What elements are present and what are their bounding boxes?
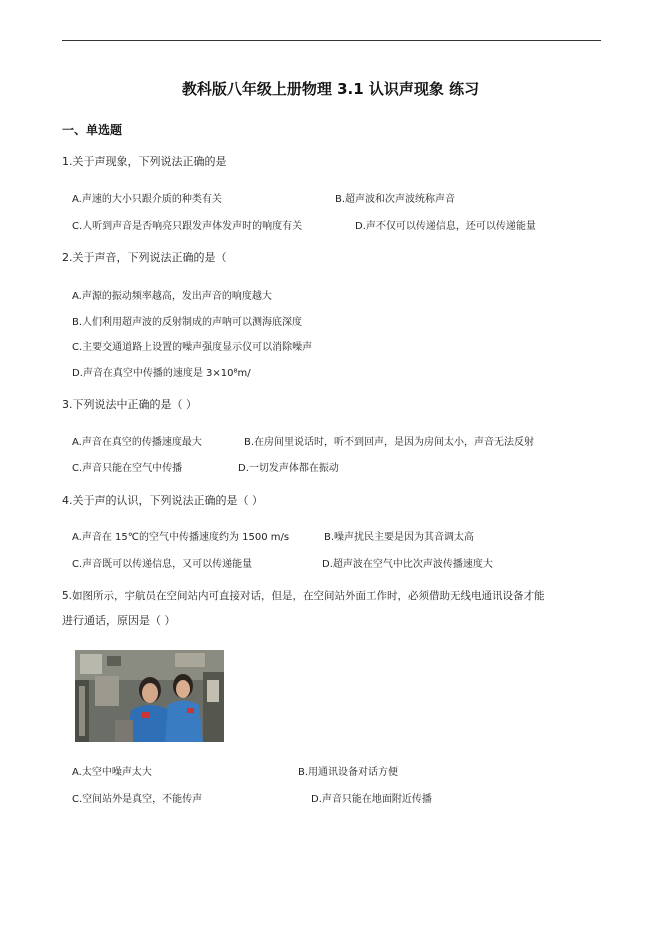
q5-option-c: C.空间站外是真空，不能传声 [72, 794, 203, 805]
q1-option-d: D.声不仅可以传递信息，还可以传递能量 [355, 221, 536, 232]
q4-option-d: D.超声波在空气中比次声波传播速度大 [322, 559, 493, 570]
question-4-stem: 4.关于声的认识，下列说法正确的是（ ） [62, 494, 263, 507]
section-heading: 一、单选题 [62, 123, 123, 137]
question-5-stem-line2: 进行通话，原因是（ ） [62, 614, 176, 627]
q5-option-a: A.太空中噪声太大 [72, 767, 152, 778]
q4-option-c: C.声音既可以传递信息，又可以传递能量 [72, 559, 253, 570]
q2-option-b: B.人们利用超声波的反射制成的声呐可以测海底深度 [72, 317, 303, 328]
q2-option-d: D.声音在真空中传播的速度是 3×10⁸m/ [72, 368, 251, 379]
q3-option-b: B.在房间里说话时，听不到回声，是因为房间太小，声音无法反射 [244, 437, 535, 448]
q4-option-a: A.声音在 15℃的空气中传播速度约为 1500 m/s [72, 532, 290, 543]
q5-option-d: D.声音只能在地面附近传播 [311, 794, 432, 805]
q5-option-b: B.用通讯设备对话方便 [298, 767, 399, 778]
q2-option-a: A.声源的振动频率越高，发出声音的响度越大 [72, 291, 272, 302]
q3-option-c: C.声音只能在空气中传播 [72, 463, 183, 474]
astronauts-photo [75, 650, 224, 742]
header-rule [62, 40, 601, 41]
q1-option-c: C.人听到声音是否响亮只跟发声体发声时的响度有关 [72, 221, 303, 232]
q1-option-a: A.声速的大小只跟介质的种类有关 [72, 194, 222, 205]
document-title: 教科版八年级上册物理 3.1 认识声现象 练习 [181, 80, 480, 98]
question-5-stem-line1: 5.如图所示，宇航员在空间站内可直接对话，但是，在空间站外面工作时，必须借助无线电通讯设备才能 [62, 590, 545, 602]
question-3-stem: 3.下列说法中正确的是（ ） [62, 398, 197, 411]
question-2-stem: 2.关于声音，下列说法正确的是（ [62, 251, 227, 264]
q2-option-c: C.主要交通道路上设置的噪声强度显示仪可以消除噪声 [72, 342, 313, 353]
q3-option-a: A.声音在真空的传播速度最大 [72, 437, 202, 448]
question-1-stem: 1.关于声现象，下列说法正确的是 [62, 155, 227, 168]
q4-option-b: B.噪声扰民主要是因为其音调太高 [324, 532, 475, 543]
q3-option-d: D.一切发声体都在振动 [238, 463, 339, 474]
q1-option-b: B.超声波和次声波统称声音 [335, 194, 456, 205]
